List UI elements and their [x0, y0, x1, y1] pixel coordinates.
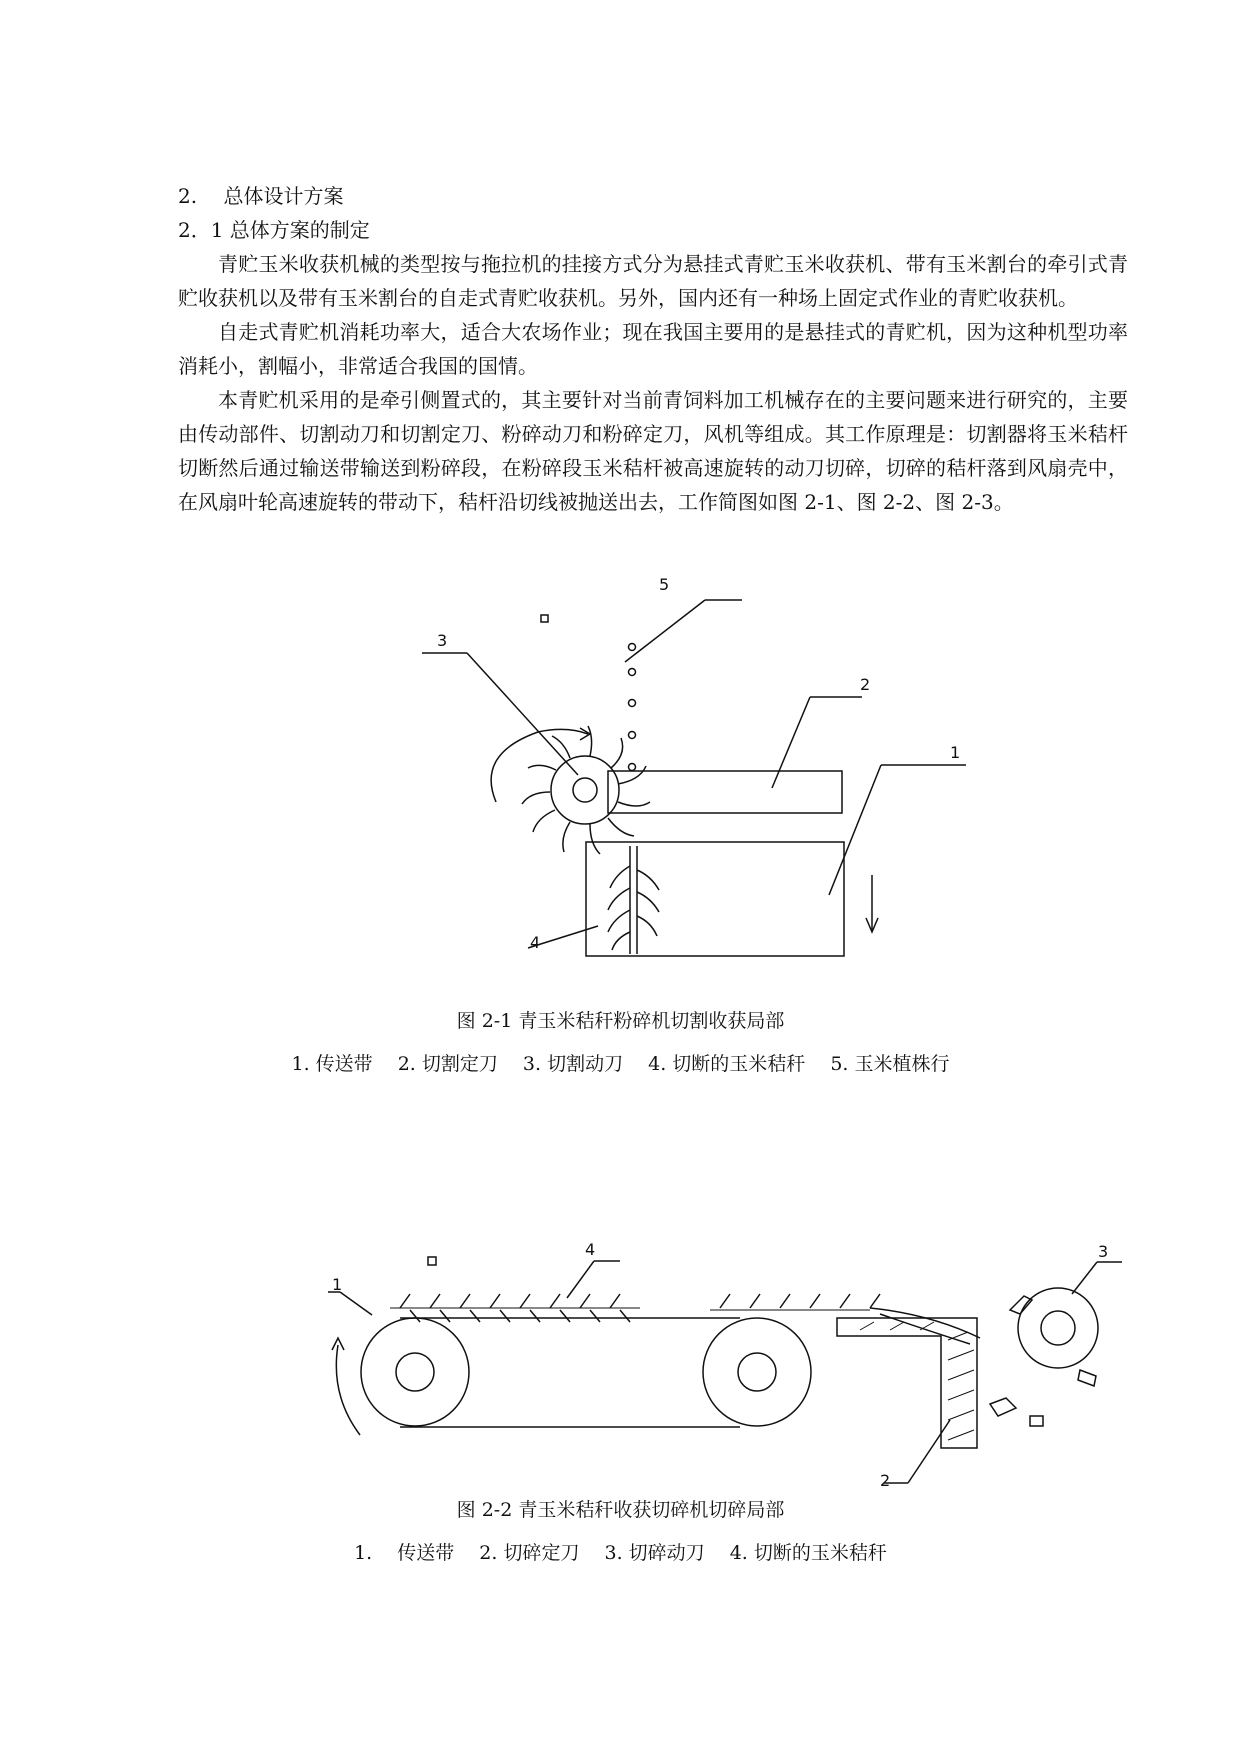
- paragraph-3: 本青贮机采用的是牵引侧置式的，其主要针对当前青饲料加工机械存在的主要问题来进行研究的，主要由传动部件、切割动刀和切割定刀、粉碎动刀和粉碎定刀，风机等组成。其工作原理是：切割器将玉米秸杆切断然后通过输送带输送到粉碎段，在粉碎段玉米秸杆被高速旋转的动刀切碎，切碎的秸杆落到风扇壳中，在风扇叶轮高速旋转的带动下，秸杆沿切线被抛送出去，工作简图如图 2-1、图 2-2、图 2-3。: [178, 388, 1128, 514]
- right-roller: [703, 1318, 811, 1426]
- marker-square: [541, 615, 548, 622]
- fig2-label-3: 3: [1098, 1242, 1109, 1261]
- subsection-heading: 2．1 总体方案的制定: [178, 218, 370, 242]
- figure-2-2-caption: 图 2-2 青玉米秸秆收获切碎机切碎局部: [456, 1499, 785, 1521]
- rotating-cutter: [1018, 1288, 1098, 1368]
- fig1-label-3: 3: [437, 631, 448, 650]
- fixed-blade: [608, 771, 842, 813]
- fig2-label-4: 4: [585, 1240, 596, 1259]
- cutting-rotor: [551, 756, 619, 824]
- fig2-label-2: 2: [880, 1471, 891, 1490]
- conveyor-box: [586, 842, 844, 956]
- section-heading: 2. 总体设计方案: [178, 184, 344, 208]
- figure-2-2-diagram: [0, 1240, 1241, 1500]
- fig1-label-2: 2: [860, 675, 871, 694]
- figure-2-1-legend: 1. 传送带 2. 切割定刀 3. 切割动刀 4. 切断的玉米秸秆 5. 玉米植株行: [291, 1053, 950, 1075]
- paragraph-2: 自走式青贮机消耗功率大，适合大农场作业；现在我国主要用的是悬挂式的青贮机，因为这种机型功率消耗小，割幅小，非常适合我国的国情。: [178, 320, 1128, 378]
- fig1-label-4: 4: [530, 933, 541, 952]
- left-roller: [361, 1318, 469, 1426]
- body-text: [178, 247, 1128, 519]
- marker-square: [428, 1257, 436, 1265]
- fixed-knife: [837, 1318, 977, 1448]
- paragraph-1: 青贮玉米收获机械的类型按与拖拉机的挂接方式分为悬挂式青贮玉米收获机、带有玉米割台的牵引式青贮收获机以及带有玉米割台的自走式青贮收获机。另外，国内还有一种场上固定式作业的青贮收获机。: [178, 252, 1128, 310]
- figure-2-2-legend: 1. 传送带 2. 切碎定刀 3. 切碎动刀 4. 切断的玉米秸秆: [354, 1542, 887, 1564]
- figure-2-1-diagram: [0, 570, 1241, 990]
- figure-2-1-caption: 图 2-1 青玉米秸秆粉碎机切割收获局部: [456, 1010, 785, 1032]
- fig2-label-1: 1: [332, 1275, 343, 1294]
- fig1-label-5: 5: [659, 575, 670, 594]
- fig1-label-1: 1: [950, 743, 961, 762]
